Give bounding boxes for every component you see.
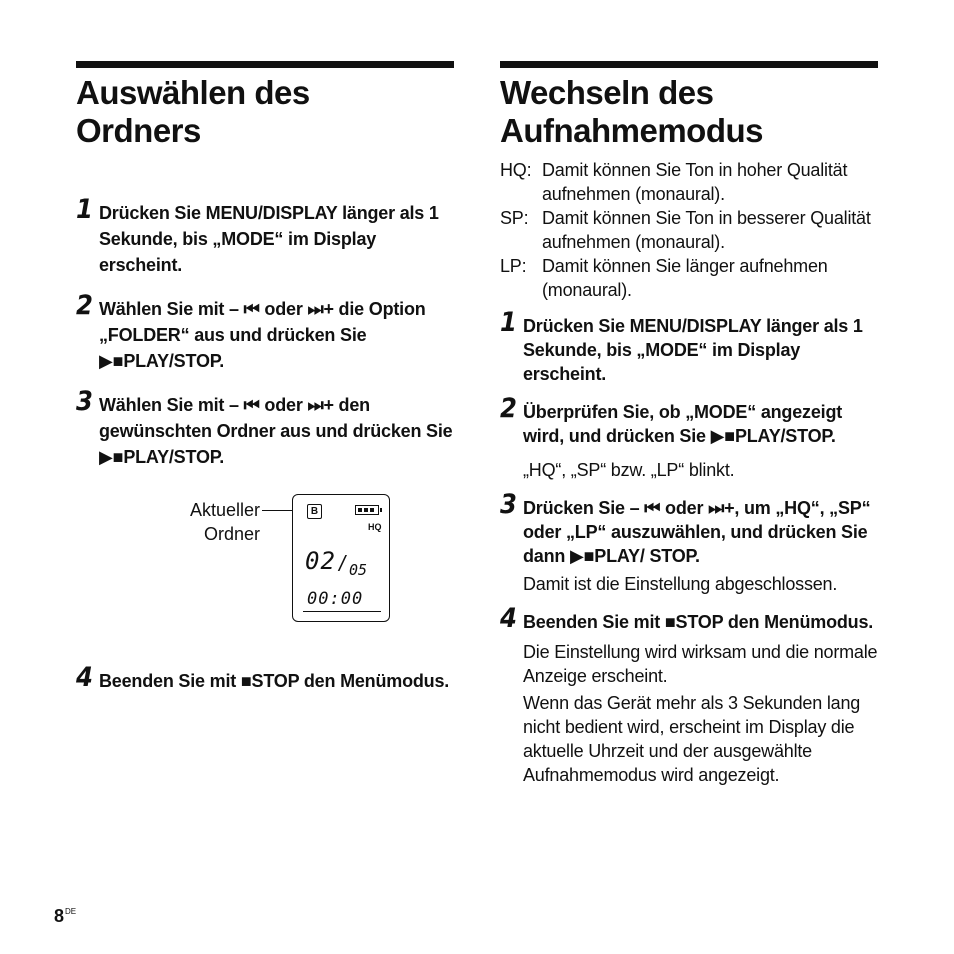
title-line: Wechseln des [500, 74, 714, 111]
folder-total: 05 [349, 561, 368, 579]
display-illustration [76, 488, 454, 638]
title-line: Aufnahmemodus [500, 112, 764, 149]
mode-lp [500, 254, 878, 302]
step-2 [500, 393, 878, 448]
step-number: 2 [500, 393, 517, 424]
mode-list [500, 158, 878, 302]
section-title-folder [76, 74, 454, 150]
step-note: „HQ“, „SP“ bzw. „LP“ blinkt. [523, 460, 735, 480]
step-text: Drücken Sie MENU/DISPLAY länger als 1 Sekunde, bis „MODE“ im Display erscheint. [99, 203, 439, 275]
mode-hq [500, 158, 878, 206]
page-lang: DE [65, 907, 77, 916]
step-text: Beenden Sie mit ■STOP den Menümodus. [523, 612, 874, 632]
slash-glyph: / [339, 551, 346, 576]
step-3 [76, 386, 454, 470]
step-number: 4 [76, 662, 93, 693]
section-rule [500, 61, 878, 68]
leader-line [262, 510, 292, 511]
step-1 [500, 307, 878, 386]
label-line: Aktueller [189, 500, 260, 520]
right-column [500, 61, 878, 787]
step-note: Damit ist die Einstellung abgeschlossen. [523, 574, 838, 594]
step-text: Wählen Sie mit – ⏮ oder ⏭+ die Option „FOLDER“ aus und drücken Sie ▶■PLAY/STOP. [99, 299, 426, 371]
folder-letter: B [310, 506, 319, 517]
title-line: Auswählen des [76, 74, 310, 111]
page-number-value: 8 [54, 906, 65, 926]
mode-text: Damit können Sie Ton in besserer Qualität aufnehmen (monaural). [542, 208, 871, 252]
step-number: 2 [76, 290, 93, 321]
mode-text: Damit können Sie Ton in hoher Qualität aufnehmen (monaural). [542, 160, 848, 204]
step-number: 1 [76, 194, 93, 225]
step-number: 3 [76, 386, 93, 417]
section-title-mode [500, 74, 878, 150]
folder-icon [307, 504, 322, 519]
mode-key: HQ: [500, 160, 532, 180]
label-line: Ordner [203, 524, 260, 544]
mode-text: Damit können Sie länger aufnehmen (monaural). [542, 256, 828, 300]
step-number: 4 [500, 603, 517, 634]
step-note: Wenn das Gerät mehr als 3 Sekunden lang nicht bedient wird, erscheint im Display die aktuelle Uhrzeit und der ausgewählte Aufnahmemodus wird angezeigt. [523, 693, 861, 785]
step-text: Überprüfen Sie, ob „MODE“ angezeigt wird, und drücken Sie ▶■PLAY/STOP. [523, 402, 843, 446]
section-rule [76, 61, 454, 68]
step-3 [500, 489, 878, 568]
step-1 [76, 194, 454, 278]
mode-sp [500, 206, 878, 254]
title-line: Ordners [76, 112, 201, 149]
underline [303, 611, 381, 612]
step-note: Die Einstellung wird wirksam und die normale Anzeige erscheint. [523, 642, 878, 686]
lcd-display [292, 494, 390, 622]
step-number: 3 [500, 489, 517, 520]
page-number [54, 906, 76, 927]
mode-indicator: HQ [368, 522, 382, 532]
step-text: Drücken Sie MENU/DISPLAY länger als 1 Sekunde, bis „MODE“ im Display erscheint. [523, 316, 863, 384]
folder-number: 02 [305, 547, 336, 575]
step-2 [76, 290, 454, 374]
current-folder-label [156, 498, 260, 546]
mode-key: LP: [500, 256, 527, 276]
step-number: 1 [500, 307, 517, 338]
step-text: Beenden Sie mit ■STOP den Menümodus. [99, 671, 450, 691]
battery-icon [355, 505, 379, 515]
step-4 [76, 662, 454, 694]
mode-key: SP: [500, 208, 529, 228]
step-text: Drücken Sie – ⏮ oder ⏭+, um „HQ“, „SP“ oder „LP“ auszuwählen, und drücken Sie dann ▶■PLAY/ STOP. [523, 498, 871, 566]
step-text: Wählen Sie mit – ⏮ oder ⏭+ den gewünschten Ordner aus und drücken Sie ▶■PLAY/STOP. [99, 395, 453, 467]
step-4 [500, 603, 878, 634]
time-readout: 00:00 [307, 589, 364, 609]
left-column [76, 61, 454, 694]
